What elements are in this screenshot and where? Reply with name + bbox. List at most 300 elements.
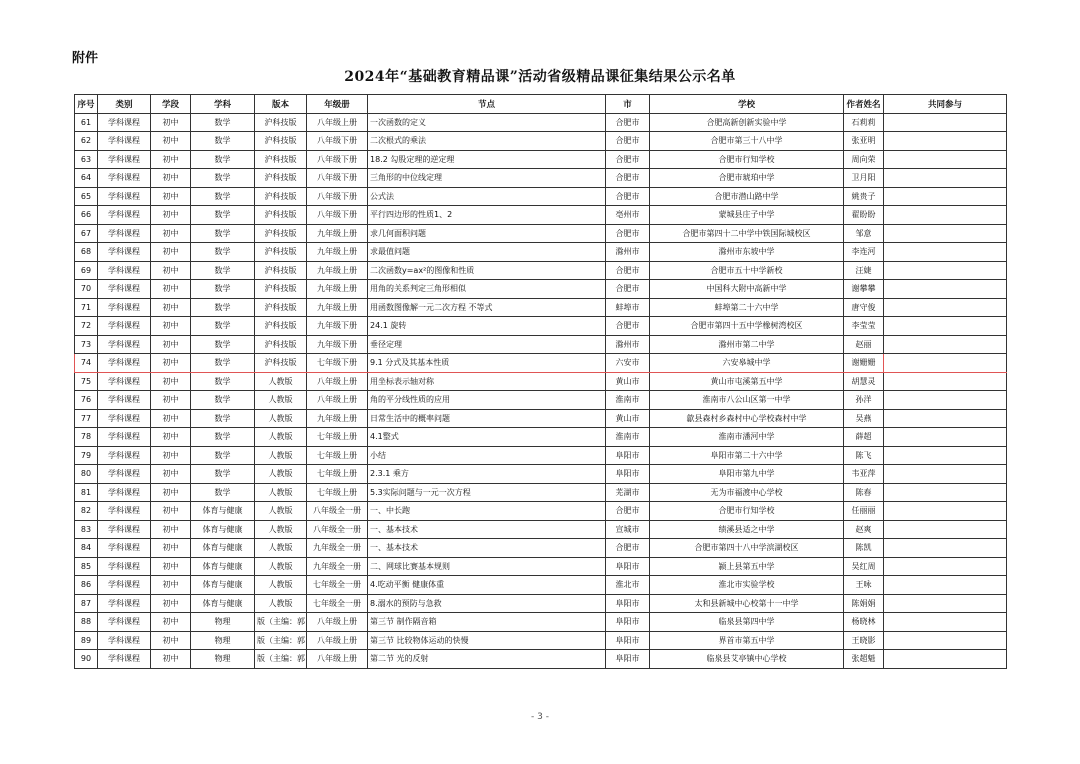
column-header: 学段 (151, 95, 191, 114)
table-cell: 数学 (191, 261, 255, 280)
table-cell: 赵丽 (844, 335, 884, 354)
table-row (75, 372, 1007, 391)
table-cell: 数学 (191, 150, 255, 169)
table-cell: 九年级上册 (307, 280, 368, 299)
table-cell: 三角形的中位线定理 (368, 169, 606, 188)
table-cell: 75 (75, 372, 98, 391)
table-cell: 八年级上册 (307, 650, 368, 669)
table-cell (884, 317, 1007, 336)
table-cell: 数学 (191, 391, 255, 410)
table-cell: 初中 (151, 391, 191, 410)
table-row (75, 502, 1007, 521)
table-cell: 日常生活中的概率问题 (368, 409, 606, 428)
table-row (75, 261, 1007, 280)
table-cell: 亳州市 (606, 206, 650, 225)
table-row (75, 409, 1007, 428)
table-cell: 合肥市行知学校 (650, 502, 844, 521)
table-cell: 数学 (191, 206, 255, 225)
table-cell: 人教版 (255, 594, 307, 613)
table-row (75, 446, 1007, 465)
table-cell: 任丽丽 (844, 502, 884, 521)
table-cell: 初中 (151, 502, 191, 521)
table-cell: 学科课程 (98, 539, 151, 558)
table-row (75, 206, 1007, 225)
table-cell: 八年级下册 (307, 169, 368, 188)
table-row (75, 335, 1007, 354)
table-cell: 吴红周 (844, 557, 884, 576)
table-cell: 初中 (151, 613, 191, 632)
table-cell: 临泉县艾亭镇中心学校 (650, 650, 844, 669)
table-cell (884, 224, 1007, 243)
table-cell: 沪科技版 (255, 169, 307, 188)
table-cell: 沪科技版 (255, 298, 307, 317)
table-cell: 平行四边形的性质1、2 (368, 206, 606, 225)
table-cell: 初中 (151, 224, 191, 243)
table-cell (884, 409, 1007, 428)
table-cell: 阜阳市 (606, 446, 650, 465)
table-cell: 体育与健康 (191, 594, 255, 613)
table-cell: 18.2 勾股定理的逆定理 (368, 150, 606, 169)
table-cell: 61 (75, 113, 98, 132)
table-cell: 一、基本技术 (368, 539, 606, 558)
table-cell: 求最值问题 (368, 243, 606, 262)
table-cell: 沪科技版 (255, 317, 307, 336)
table-cell: 初中 (151, 557, 191, 576)
table-cell: 67 (75, 224, 98, 243)
table-cell: 合肥市 (606, 113, 650, 132)
table-cell: 4.1整式 (368, 428, 606, 447)
table-cell (884, 335, 1007, 354)
table-cell: 二次函数y=ax²的图像和性质 (368, 261, 606, 280)
table-cell: 初中 (151, 372, 191, 391)
table-cell: 九年级上册 (307, 224, 368, 243)
table-cell: 9.1 分式及其基本性质 (368, 354, 606, 373)
table-cell: 张亚明 (844, 132, 884, 151)
table-cell: 体育与健康 (191, 502, 255, 521)
table-cell: 阜阳市 (606, 631, 650, 650)
table-cell: 六安市 (606, 354, 650, 373)
table-cell: 数学 (191, 446, 255, 465)
table-cell (884, 298, 1007, 317)
table-cell: 用函数图像解一元二次方程 不等式 (368, 298, 606, 317)
table-cell: 黄山市 (606, 409, 650, 428)
table-row (75, 576, 1007, 595)
column-header: 节点 (368, 95, 606, 114)
table-cell: 七年级上册 (307, 446, 368, 465)
table-cell: 85 (75, 557, 98, 576)
table-cell: 81 (75, 483, 98, 502)
column-header: 学校 (650, 95, 844, 114)
table-cell: 学科课程 (98, 428, 151, 447)
table-cell: 沪科技版 (255, 206, 307, 225)
table-cell: 杨晓林 (844, 613, 884, 632)
table-cell: 无为市福渡中心学校 (650, 483, 844, 502)
table-cell: 沪科技版 (255, 354, 307, 373)
table-cell: 初中 (151, 298, 191, 317)
table-cell: 物理 (191, 631, 255, 650)
table-cell: 学科课程 (98, 409, 151, 428)
table-cell (884, 428, 1007, 447)
column-header: 学科 (191, 95, 255, 114)
table-cell: 数学 (191, 465, 255, 484)
table-cell: 阜阳市第二十六中学 (650, 446, 844, 465)
table-cell: 姚贵子 (844, 187, 884, 206)
table-row (75, 483, 1007, 502)
table-cell: 合肥市 (606, 539, 650, 558)
table-cell (884, 280, 1007, 299)
table-cell: 太和县新城中心校第十一中学 (650, 594, 844, 613)
table-cell (884, 502, 1007, 521)
table-cell: 学科课程 (98, 446, 151, 465)
table-cell: 八年级下册 (307, 150, 368, 169)
table-cell: 二、网球比赛基本规则 (368, 557, 606, 576)
table-cell: 学科课程 (98, 298, 151, 317)
table-cell: 七年级上册 (307, 465, 368, 484)
table-cell: 小结 (368, 446, 606, 465)
table-cell: 79 (75, 446, 98, 465)
table-cell: 版（主编：郭 (255, 631, 307, 650)
table-cell: 学科课程 (98, 520, 151, 539)
table-cell: 合肥市 (606, 169, 650, 188)
table-cell: 73 (75, 335, 98, 354)
table-cell: 70 (75, 280, 98, 299)
table-cell: 滁州市 (606, 243, 650, 262)
table-cell: 赵爽 (844, 520, 884, 539)
table-cell: 初中 (151, 354, 191, 373)
page-number: - 3 - (531, 712, 549, 722)
table-cell: 沪科技版 (255, 187, 307, 206)
table-cell: 石莉莉 (844, 113, 884, 132)
table-cell: 八年级下册 (307, 187, 368, 206)
table-row (75, 557, 1007, 576)
table-row (75, 539, 1007, 558)
table-cell (884, 631, 1007, 650)
table-cell: 84 (75, 539, 98, 558)
table-cell (884, 446, 1007, 465)
table-cell: 初中 (151, 576, 191, 595)
table-cell: 陈凯 (844, 539, 884, 558)
table-cell: 胡慧灵 (844, 372, 884, 391)
table-cell: 人教版 (255, 465, 307, 484)
table-cell: 合肥市 (606, 317, 650, 336)
table-cell: 初中 (151, 409, 191, 428)
table-row (75, 428, 1007, 447)
table-cell: 蒙城县庄子中学 (650, 206, 844, 225)
table-cell: 63 (75, 150, 98, 169)
table-cell: 黄山市 (606, 372, 650, 391)
table-cell: 淮南市 (606, 428, 650, 447)
table-cell: 初中 (151, 261, 191, 280)
table-cell: 86 (75, 576, 98, 595)
table-cell: 滁州市 (606, 335, 650, 354)
table-cell: 合肥市 (606, 224, 650, 243)
table-cell: 九年级上册 (307, 261, 368, 280)
table-cell (884, 391, 1007, 410)
table-cell: 学科课程 (98, 502, 151, 521)
table-cell: 张超魁 (844, 650, 884, 669)
table-cell: 65 (75, 187, 98, 206)
column-header: 作者姓名 (844, 95, 884, 114)
table-cell: 阜阳市 (606, 613, 650, 632)
table-cell: 学科课程 (98, 317, 151, 336)
table-cell (884, 187, 1007, 206)
table-cell: 80 (75, 465, 98, 484)
table-cell: 翟盼盼 (844, 206, 884, 225)
table-row (75, 280, 1007, 299)
table-cell: 学科课程 (98, 280, 151, 299)
table-cell: 78 (75, 428, 98, 447)
table-cell: 数学 (191, 317, 255, 336)
table-cell: 学科课程 (98, 150, 151, 169)
table-cell: 陈春 (844, 483, 884, 502)
table-row (75, 613, 1007, 632)
table-cell: 数学 (191, 113, 255, 132)
table-cell: 宣城市 (606, 520, 650, 539)
table-body (75, 113, 1007, 668)
table-row (75, 224, 1007, 243)
table-cell: 求几何面积问题 (368, 224, 606, 243)
table-cell: 王晓影 (844, 631, 884, 650)
table-cell (884, 650, 1007, 669)
table-cell: 物理 (191, 613, 255, 632)
table-cell: 人教版 (255, 557, 307, 576)
table-row (75, 465, 1007, 484)
table-row (75, 631, 1007, 650)
table-cell: 人教版 (255, 483, 307, 502)
table-cell: 77 (75, 409, 98, 428)
table-cell: 合肥市第三十八中学 (650, 132, 844, 151)
table-cell: 数学 (191, 428, 255, 447)
table-cell: 体育与健康 (191, 539, 255, 558)
table-cell (884, 483, 1007, 502)
table-cell: 七年级下册 (307, 354, 368, 373)
table-cell: 一、中长跑 (368, 502, 606, 521)
table-cell: 沪科技版 (255, 113, 307, 132)
column-header: 序号 (75, 95, 98, 114)
table-cell: 体育与健康 (191, 557, 255, 576)
table-cell: 芜湖市 (606, 483, 650, 502)
table-cell (884, 169, 1007, 188)
table-cell: 初中 (151, 243, 191, 262)
table-cell: 数学 (191, 335, 255, 354)
table-cell: 数学 (191, 187, 255, 206)
table-cell: 90 (75, 650, 98, 669)
table-cell: 62 (75, 132, 98, 151)
table-cell: 数学 (191, 483, 255, 502)
table-cell: 王咏 (844, 576, 884, 595)
table-cell: 周向荣 (844, 150, 884, 169)
table-cell: 初中 (151, 539, 191, 558)
table-cell: 沪科技版 (255, 261, 307, 280)
table-cell: 学科课程 (98, 613, 151, 632)
table-cell: 初中 (151, 520, 191, 539)
table-cell: 学科课程 (98, 557, 151, 576)
table-cell: 七年级上册 (307, 483, 368, 502)
table-cell: 版（主编：郭 (255, 613, 307, 632)
table-cell: 七年级全一册 (307, 594, 368, 613)
table-cell: 孙洋 (844, 391, 884, 410)
table-cell: 学科课程 (98, 391, 151, 410)
table-cell: 阜阳市 (606, 594, 650, 613)
table-cell: 学科课程 (98, 335, 151, 354)
table-cell: 八年级全一册 (307, 520, 368, 539)
table-cell: 2.3.1 乘方 (368, 465, 606, 484)
table-cell: 学科课程 (98, 243, 151, 262)
table-cell (884, 206, 1007, 225)
table-cell: 学科课程 (98, 224, 151, 243)
table-cell: 71 (75, 298, 98, 317)
table-cell: 69 (75, 261, 98, 280)
table-cell: 8.溺水的预防与急救 (368, 594, 606, 613)
table-cell: 七年级上册 (307, 428, 368, 447)
table-cell: 数学 (191, 169, 255, 188)
table-row (75, 650, 1007, 669)
table-cell: 人教版 (255, 391, 307, 410)
table-cell: 88 (75, 613, 98, 632)
table-cell (884, 150, 1007, 169)
table-cell: 初中 (151, 169, 191, 188)
table-cell: 初中 (151, 132, 191, 151)
table-cell: 学科课程 (98, 465, 151, 484)
table-cell (884, 465, 1007, 484)
table-cell (884, 613, 1007, 632)
table-cell: 24.1 旋转 (368, 317, 606, 336)
table-cell: 数学 (191, 132, 255, 151)
table-cell: 初中 (151, 465, 191, 484)
table-row (75, 317, 1007, 336)
table-cell: 界首市第五中学 (650, 631, 844, 650)
table-cell: 阜阳市 (606, 465, 650, 484)
table-cell: 邹意 (844, 224, 884, 243)
table-cell: 学科课程 (98, 372, 151, 391)
table-cell: 人教版 (255, 446, 307, 465)
table-cell: 八年级上册 (307, 372, 368, 391)
table-cell: 学科课程 (98, 169, 151, 188)
table-cell: 人教版 (255, 428, 307, 447)
table-cell: 初中 (151, 631, 191, 650)
table-cell: 82 (75, 502, 98, 521)
table-cell: 淮北市 (606, 576, 650, 595)
table-cell: 4.吃动平衡 健康体重 (368, 576, 606, 595)
table-cell: 九年级上册 (307, 298, 368, 317)
table-cell: 数学 (191, 280, 255, 299)
table-cell: 谢姗姗 (844, 354, 884, 373)
table-cell: 合肥市第四十八中学滨湖校区 (650, 539, 844, 558)
table-cell: 阜阳市 (606, 557, 650, 576)
table-cell: 滁州市第二中学 (650, 335, 844, 354)
table-cell: 初中 (151, 150, 191, 169)
table-cell (884, 132, 1007, 151)
table-cell: 合肥市第四十五中学橡树湾校区 (650, 317, 844, 336)
table-cell: 九年级上册 (307, 409, 368, 428)
table-cell: 陈娟娟 (844, 594, 884, 613)
table-cell: 初中 (151, 113, 191, 132)
table-cell: 沪科技版 (255, 150, 307, 169)
table-cell: 初中 (151, 187, 191, 206)
table-cell: 李莹莹 (844, 317, 884, 336)
column-header: 版本 (255, 95, 307, 114)
table-cell: 沪科技版 (255, 132, 307, 151)
table-cell: 第三节 比较物体运动的快慢 (368, 631, 606, 650)
table-cell: 淮南市 (606, 391, 650, 410)
table-cell (884, 594, 1007, 613)
table-cell: 一次函数的定义 (368, 113, 606, 132)
table-cell: 垂径定理 (368, 335, 606, 354)
table-cell: 89 (75, 631, 98, 650)
table-cell: 汪婕 (844, 261, 884, 280)
table-cell: 人教版 (255, 409, 307, 428)
table-cell: 吴燕 (844, 409, 884, 428)
table-cell: 蚌埠市 (606, 298, 650, 317)
table-cell: 初中 (151, 483, 191, 502)
table-cell: 76 (75, 391, 98, 410)
table-cell (884, 372, 1007, 391)
table-cell: 初中 (151, 446, 191, 465)
table-cell: 人教版 (255, 539, 307, 558)
table-cell: 八年级上册 (307, 631, 368, 650)
table-cell: 体育与健康 (191, 520, 255, 539)
table-cell: 学科课程 (98, 187, 151, 206)
table-cell: 数学 (191, 372, 255, 391)
attachment-label: 附件 (72, 51, 99, 66)
results-table (74, 94, 1007, 669)
table-cell (884, 354, 1007, 373)
table-cell: 淮南市潘河中学 (650, 428, 844, 447)
table-cell: 韦亚萍 (844, 465, 884, 484)
table-cell: 66 (75, 206, 98, 225)
table-cell: 学科课程 (98, 261, 151, 280)
table-cell: 数学 (191, 409, 255, 428)
table-cell: 初中 (151, 280, 191, 299)
column-header: 共同参与 (884, 95, 1007, 114)
table-cell: 蚌埠第二十六中学 (650, 298, 844, 317)
table-cell: 绩溪县适之中学 (650, 520, 844, 539)
table-cell: 用坐标表示轴对称 (368, 372, 606, 391)
table-cell: 学科课程 (98, 594, 151, 613)
table-cell: 陈飞 (844, 446, 884, 465)
table-cell: 数学 (191, 224, 255, 243)
table-cell: 卫月阳 (844, 169, 884, 188)
table-cell: 初中 (151, 206, 191, 225)
table-cell: 八年级上册 (307, 613, 368, 632)
table-cell: 初中 (151, 594, 191, 613)
table-cell: 八年级全一册 (307, 502, 368, 521)
table-cell (884, 243, 1007, 262)
table-row (75, 169, 1007, 188)
table-cell: 体育与健康 (191, 576, 255, 595)
table-cell: 人教版 (255, 576, 307, 595)
table-cell: 黄山市屯溪第五中学 (650, 372, 844, 391)
table-cell: 版（主编：郭 (255, 650, 307, 669)
table-cell: 83 (75, 520, 98, 539)
table-cell: 八年级上册 (307, 113, 368, 132)
table-cell: 5.3实际问题与一元一次方程 (368, 483, 606, 502)
table-cell: 薛超 (844, 428, 884, 447)
table-cell: 九年级下册 (307, 317, 368, 336)
table-cell: 六安皋城中学 (650, 354, 844, 373)
column-header: 类别 (98, 95, 151, 114)
table-cell: 七年级全一册 (307, 576, 368, 595)
table-cell: 人教版 (255, 372, 307, 391)
table-cell: 学科课程 (98, 113, 151, 132)
table-cell: 合肥市行知学校 (650, 150, 844, 169)
table-cell: 淮北市实验学校 (650, 576, 844, 595)
table-cell: 合肥市潜山路中学 (650, 187, 844, 206)
table-cell: 74 (75, 354, 98, 373)
table-cell: 68 (75, 243, 98, 262)
table-cell: 第二节 光的反射 (368, 650, 606, 669)
table-cell: 合肥市 (606, 502, 650, 521)
